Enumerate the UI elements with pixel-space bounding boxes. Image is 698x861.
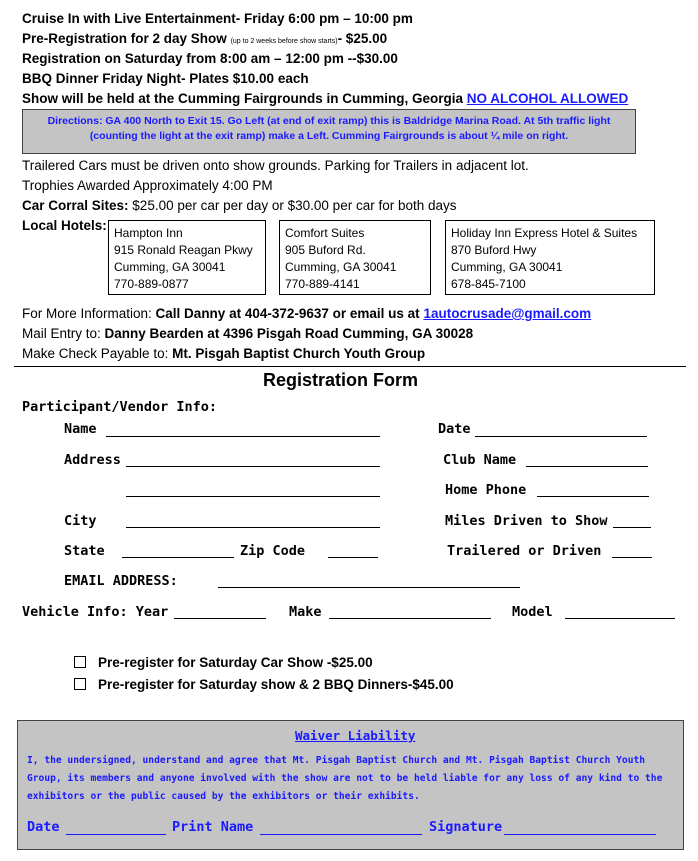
option-car-show-checkbox[interactable] <box>74 656 86 668</box>
date-label: Date <box>438 421 471 437</box>
check-label: Make Check Payable to: <box>22 346 173 361</box>
hotel-name: Comfort Suites <box>285 226 365 240</box>
city-field[interactable] <box>126 527 380 528</box>
no-alcohol-link[interactable]: NO ALCOHOL ALLOWED <box>466 91 629 106</box>
hotel-phone: 770-889-4141 <box>285 277 360 291</box>
mail-label: Mail Entry to: <box>22 326 105 341</box>
email-address-label: EMAIL ADDRESS: <box>64 573 178 589</box>
waiver-print-name-label: Print Name <box>172 819 254 835</box>
waiver-text-line-3: exhibitors or the public caused by the exhibitors or their exhibits. <box>27 791 420 802</box>
directions-line-2: (counting the light at the exit ramp) make a Left. Cumming Fairgrounds is about ¼ mile on right. <box>89 130 569 142</box>
waiver-date-field[interactable] <box>66 834 166 835</box>
waiver-signature-field[interactable] <box>504 834 656 835</box>
miles-driven-label: Miles Driven to Show <box>445 513 608 529</box>
miles-driven-field[interactable] <box>613 527 651 528</box>
address-label: Address <box>64 452 121 468</box>
hotel-name: Hampton Inn <box>114 226 183 240</box>
zip-code-label: Zip Code <box>240 543 306 559</box>
home-phone-field[interactable] <box>537 496 649 497</box>
check-payable <box>22 346 425 361</box>
event-cruise-in: Cruise In with Live Entertainment- Friday 6:00 pm – 10:00 pm <box>22 11 413 26</box>
home-phone-label: Home Phone <box>445 482 527 498</box>
car-corral-text: $25.00 per car per day or $30.00 per car for both days <box>128 198 457 213</box>
state-label: State <box>64 543 105 559</box>
hotel-address: 905 Buford Rd. <box>285 243 366 257</box>
event-bbq-dinner: BBQ Dinner Friday Night- Plates $10.00 each <box>22 71 309 86</box>
option-show-bbq-label: Pre-register for Saturday show & 2 BBQ Dinners-$45.00 <box>98 677 454 692</box>
waiver-title: Waiver Liability <box>295 728 416 743</box>
registration-form-title: Registration Form <box>263 370 419 390</box>
waiver-text-line-2: Group, its members and anyone involved with the show are not to be held liable for any loss of any kind to the <box>27 773 663 784</box>
hotel-phone: 678-845-7100 <box>451 277 526 291</box>
event-pre-registration <box>22 31 387 46</box>
email-link[interactable]: 1autocrusade@gmail.com <box>423 306 592 321</box>
trailered-or-driven-label: Trailered or Driven <box>447 543 602 559</box>
name-label: Name <box>64 421 97 437</box>
trailered-or-driven-field[interactable] <box>612 557 652 558</box>
hotel-card-hampton <box>108 220 266 295</box>
hotel-card-holiday-inn <box>445 220 655 295</box>
directions-line-1: Directions: GA 400 North to Exit 15. Go Left (at end of exit ramp) this is Baldridge Marina Road. At 5th traffic light <box>47 115 611 127</box>
hotel-phone: 770-889-0877 <box>114 277 189 291</box>
hotel-card-comfort <box>279 220 431 295</box>
waiver-box <box>17 720 684 850</box>
location-text: Show will be held at the Cumming Fairgrounds in Cumming, Georgia <box>22 91 464 106</box>
name-field[interactable] <box>106 436 380 437</box>
waiver-text-line-1: I, the undersigned, understand and agree that Mt. Pisgah Baptist Church and Mt. Pisgah Baptist Church Youth <box>27 755 646 766</box>
vehicle-make-field[interactable] <box>329 618 491 619</box>
event-location <box>22 91 628 106</box>
more-info-text: Call Danny at 404-372-9637 or email us at <box>155 306 424 321</box>
trophy-info: Trophies Awarded Approximately 4:00 PM <box>22 178 273 193</box>
hotel-city: Cumming, GA 30041 <box>285 260 397 274</box>
pre-registration-price: - $25.00 <box>337 31 388 46</box>
event-saturday-registration: Registration on Saturday from 8:00 am – 12:00 pm --$30.00 <box>22 51 398 66</box>
address-field[interactable] <box>126 466 380 467</box>
hotel-city: Cumming, GA 30041 <box>451 260 563 274</box>
local-hotels-label: Local Hotels: <box>22 218 107 233</box>
hotel-name: Holiday Inn Express Hotel & Suites <box>451 226 638 240</box>
hotel-address: 915 Ronald Reagan Pkwy <box>114 243 253 257</box>
pre-registration-note: (up to 2 weeks before show starts) <box>230 38 338 45</box>
vehicle-make-label: Make <box>289 604 322 620</box>
club-name-label: Club Name <box>443 452 517 468</box>
vehicle-model-field[interactable] <box>565 618 675 619</box>
check-payee: Mt. Pisgah Baptist Church Youth Group <box>172 346 426 361</box>
address-line-2-field[interactable] <box>126 496 380 497</box>
trailer-info: Trailered Cars must be driven onto show grounds. Parking for Trailers in adjacent lot. <box>22 158 529 173</box>
more-information <box>22 306 591 321</box>
waiver-date-label: Date <box>27 819 60 835</box>
vehicle-year-field[interactable] <box>174 618 266 619</box>
club-name-field[interactable] <box>526 466 648 467</box>
mail-address: Danny Bearden at 4396 Pisgah Road Cumming, GA 30028 <box>104 326 474 341</box>
section-divider <box>14 366 686 367</box>
city-label: City <box>64 513 97 529</box>
state-field[interactable] <box>122 557 234 558</box>
option-show-bbq-checkbox[interactable] <box>74 678 86 690</box>
hotel-address: 870 Buford Hwy <box>451 243 537 257</box>
waiver-print-name-field[interactable] <box>260 834 422 835</box>
email-address-field[interactable] <box>218 587 520 588</box>
zip-code-field[interactable] <box>328 557 378 558</box>
vehicle-model-label: Model <box>512 604 553 620</box>
directions-box <box>22 109 636 154</box>
car-corral-label: Car Corral Sites: <box>22 198 129 213</box>
vehicle-year-label: Vehicle Info: Year <box>22 604 169 620</box>
pre-registration-label: Pre-Registration for 2 day Show <box>22 31 227 46</box>
option-car-show-label: Pre-register for Saturday Car Show -$25.00 <box>98 655 373 670</box>
participant-info-label: Participant/Vendor Info: <box>22 399 218 415</box>
date-field[interactable] <box>475 436 647 437</box>
waiver-signature-label: Signature <box>429 819 503 835</box>
hotel-city: Cumming, GA 30041 <box>114 260 226 274</box>
mail-entry <box>22 326 473 341</box>
more-info-label: For More Information: <box>22 306 156 321</box>
car-corral-info <box>22 198 457 213</box>
